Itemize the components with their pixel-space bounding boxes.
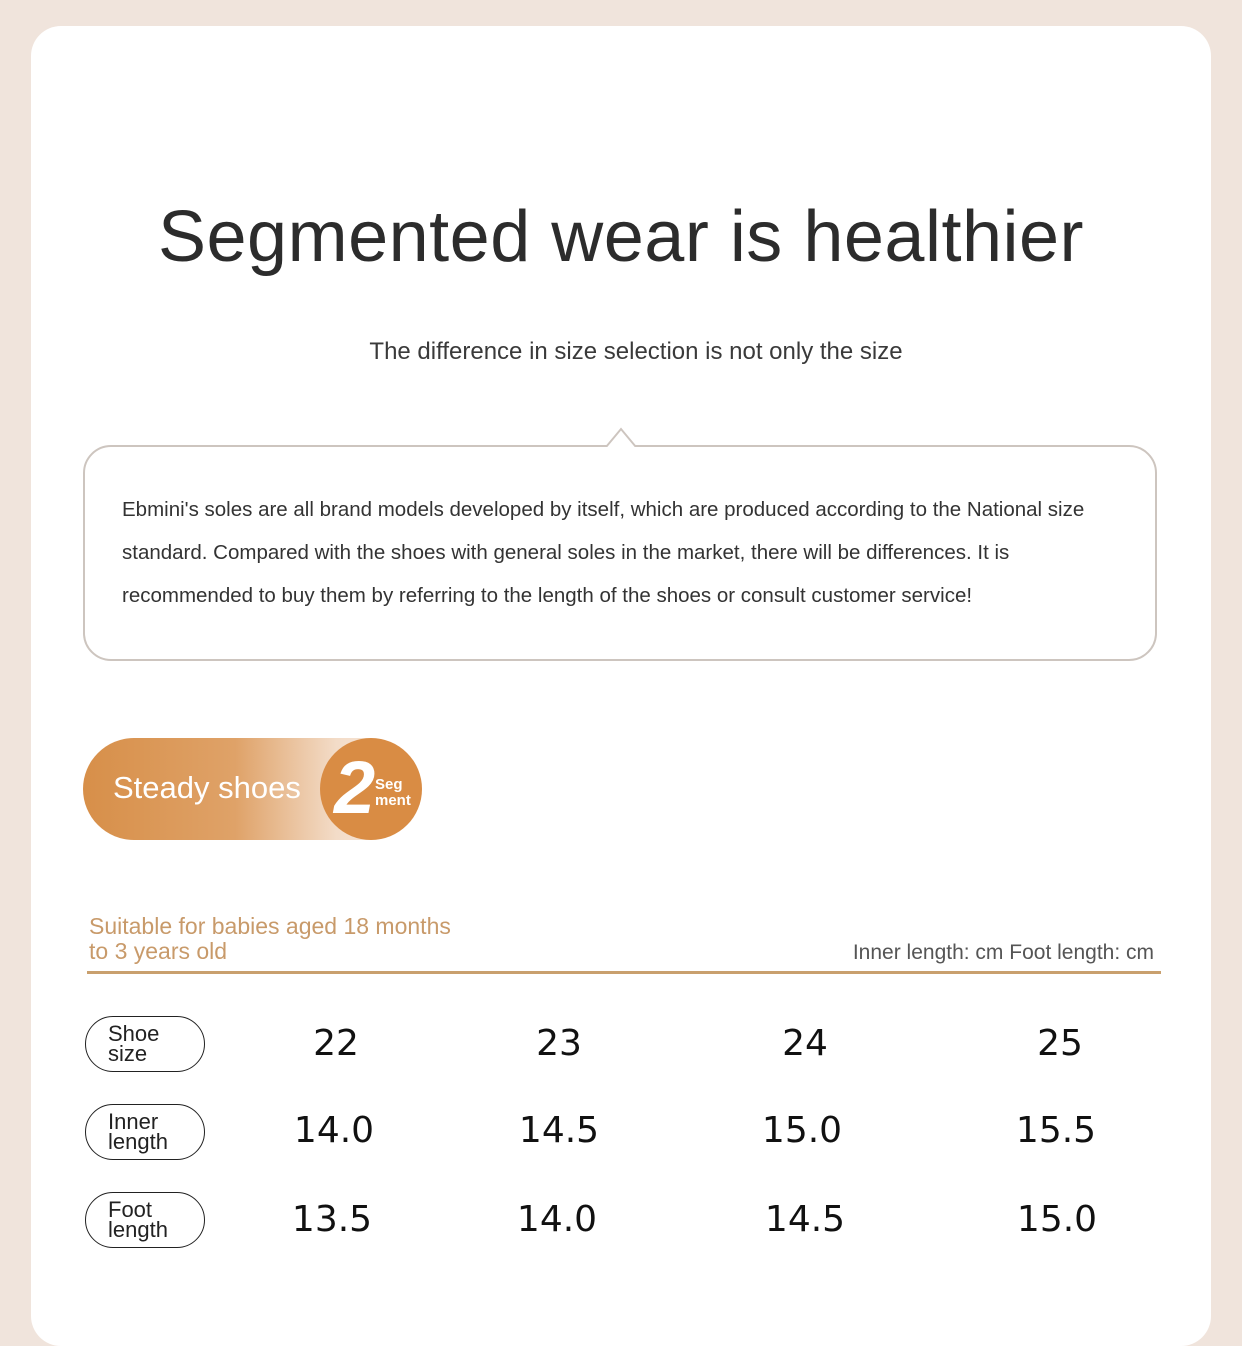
table-cell: 15.0	[1016, 1199, 1098, 1240]
table-cell: 13.5	[291, 1199, 373, 1240]
row-label-line-1: Inner	[108, 1109, 159, 1134]
row-label-line-1: Foot	[108, 1197, 153, 1222]
table-cell: 14.0	[516, 1199, 598, 1240]
row-label-line-2: length	[108, 1217, 168, 1242]
row-label-shoe-size	[85, 1016, 205, 1072]
notice-pointer	[606, 427, 636, 447]
segment-number: 2	[334, 746, 376, 829]
row-label-line-2: size	[108, 1041, 148, 1066]
segment-word-top: Seg	[375, 776, 403, 793]
table-cell: 15.5	[1015, 1110, 1097, 1151]
table-cell: 14.5	[518, 1110, 600, 1151]
table-cell: 24	[782, 1023, 828, 1064]
page-title: Segmented wear is healthier	[157, 197, 1084, 277]
divider-line	[87, 971, 1161, 974]
table-cell: 23	[536, 1023, 582, 1064]
badge-label: Steady shoes	[113, 770, 301, 805]
row-label-line-1: Shoe	[108, 1021, 160, 1046]
units-note: Inner length: cm Foot length: cm	[852, 941, 1154, 964]
age-line-2: to 3 years old	[89, 938, 228, 964]
row-label-foot-length	[85, 1192, 205, 1248]
notice-text: Ebmini's soles are all brand models developed by itself, which are produced according to the National size standard. Compared with the shoes with general soles in the market, there will be differences. It is recommended to buy them by referring to the length of the shoes or consult customer service!	[122, 498, 1085, 607]
age-line-1: Suitable for babies aged 18 months	[89, 913, 451, 939]
page-subtitle: The difference in size selection is not only the size	[369, 338, 903, 365]
table-cell: 14.0	[293, 1110, 375, 1151]
age-range	[89, 914, 509, 964]
table-cell: 15.0	[761, 1110, 843, 1151]
row-label-line-2: length	[108, 1129, 168, 1154]
table-cell: 22	[313, 1023, 359, 1064]
table-cell: 14.5	[764, 1199, 846, 1240]
row-label-inner-length	[85, 1104, 205, 1160]
segment-word-bottom: ment	[375, 792, 411, 809]
table-cell: 25	[1037, 1023, 1083, 1064]
